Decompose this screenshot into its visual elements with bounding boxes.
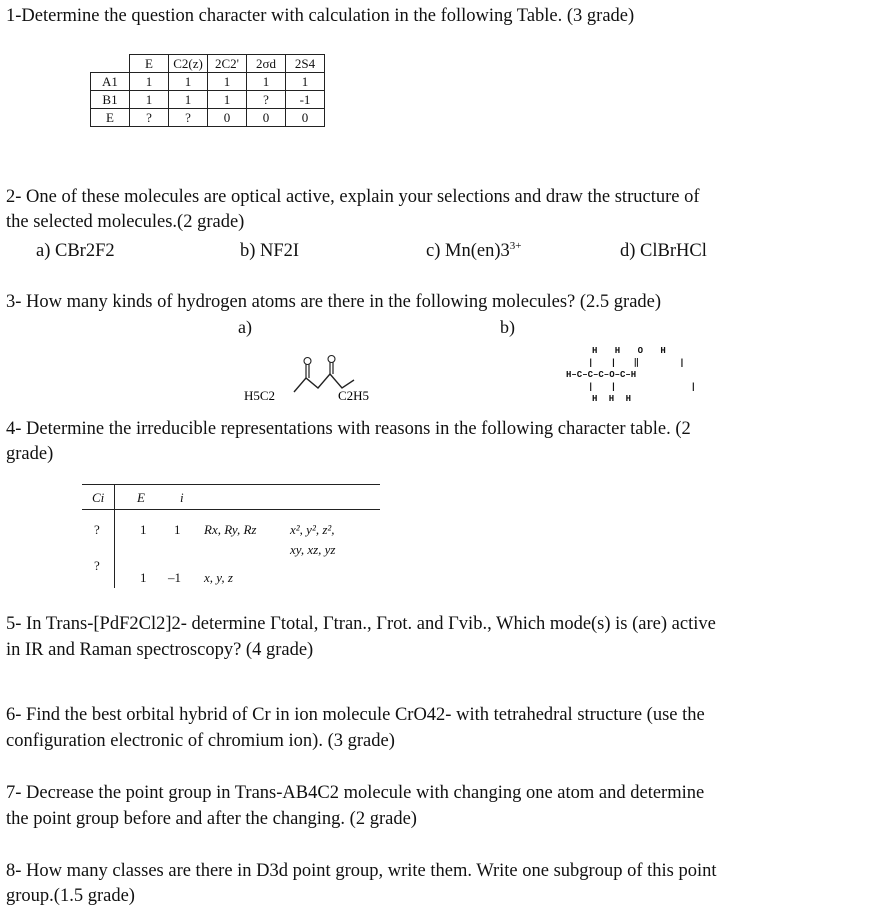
q3-label-b: b): [500, 317, 515, 337]
quadratic-functions: x², y², z²,: [290, 522, 335, 537]
table-cell: 1: [208, 91, 247, 109]
column-header: i: [180, 490, 184, 505]
table-cell: ?: [169, 109, 208, 127]
mol-b-top-bonds: | | ‖ |: [588, 358, 691, 368]
table-cell: 1: [130, 73, 169, 91]
q1-title: 1-Determine the question character with calculation in the following Table. (3 grade): [6, 6, 635, 26]
character-value: 1: [174, 522, 181, 537]
table-rule: [82, 509, 380, 510]
table-cell: 1: [169, 73, 208, 91]
table-cell: 0: [247, 109, 286, 127]
q2-option-c-text: c) Mn(en)3: [426, 241, 510, 261]
table-cell: ?: [130, 109, 169, 127]
quadratic-functions-extra: xy, xz, yz: [290, 542, 336, 557]
table-cell: A1: [91, 73, 130, 91]
q4-line2: grade): [6, 444, 54, 464]
table-header: 2S4: [286, 55, 325, 73]
table-cell: -1: [286, 91, 325, 109]
table-row: [91, 73, 325, 91]
table-row: [91, 109, 325, 127]
q2-option-c-charge: 3+: [509, 239, 522, 252]
linear-functions: x, y, z: [204, 570, 233, 585]
mol-b-bottom-row: H H H: [592, 394, 632, 404]
table-cell: 1: [286, 73, 325, 91]
table-cell: 0: [208, 109, 247, 127]
mol-a-right-group: C2H5: [338, 388, 370, 403]
q6-line1: 6- Find the best orbital hybrid of Cr in ion molecule CrO42- with tetrahedral structure (use the: [6, 705, 705, 725]
q2-option-b: b) NF2I: [240, 241, 300, 261]
q6-line2: configuration electronic of chromium ion). (3 grade): [6, 731, 395, 751]
oxygen-atom: [304, 358, 311, 365]
q8-line1: 8- How many classes are there in D3d point group, write them. Write one subgroup of this point: [6, 861, 717, 881]
mol-b-main-row: H–C–C–C–O–C–H: [566, 370, 637, 380]
diethyl-malonate-structure: [234, 352, 384, 412]
table-cell: [91, 55, 130, 73]
character-value: 1: [140, 570, 147, 585]
group-label: Ci: [92, 490, 105, 505]
oxygen-atom: [328, 356, 335, 363]
q2-line1: 2- One of these molecules are optical active, explain your selections and draw the structure of: [6, 187, 700, 207]
character-value: 1: [140, 522, 147, 537]
table-cell: 1: [130, 91, 169, 109]
table-header: 2σd: [247, 55, 286, 73]
table-rule: [82, 484, 380, 485]
mol-b-top-row: H H O H: [592, 346, 672, 356]
table-cell: ?: [247, 91, 286, 109]
table-header-row: [91, 55, 325, 73]
q7-line2: the point group before and after the changing. (2 grade): [6, 809, 417, 829]
q2-option-d: d) ClBrHCl: [620, 241, 707, 261]
rotation-functions: Rx, Ry, Rz: [204, 522, 257, 537]
character-table-d2d: [90, 54, 325, 127]
mol-a-left-group: H5C2: [244, 388, 276, 403]
table-cell: 1: [169, 91, 208, 109]
q2-option-a: a) CBr2F2: [36, 241, 115, 261]
irrep-label: ?: [94, 522, 100, 537]
table-cell: 1: [208, 73, 247, 91]
q2-line2: the selected molecules.(2 grade): [6, 212, 245, 232]
table-cell: B1: [91, 91, 130, 109]
irrep-label: ?: [94, 558, 100, 573]
q4-line1: 4- Determine the irreducible representations with reasons in the following character table. (2: [6, 419, 691, 439]
q3-title: 3- How many kinds of hydrogen atoms are there in the following molecules? (2.5 grade): [6, 292, 662, 312]
column-header: E: [137, 490, 145, 505]
q5-line2: in IR and Raman spectroscopy? (4 grade): [6, 640, 314, 660]
q3-label-a: a): [238, 317, 252, 337]
table-cell: 0: [286, 109, 325, 127]
table-header: 2C2': [208, 55, 247, 73]
table-header: C2(z): [169, 55, 208, 73]
table-divider: [114, 484, 115, 588]
table-cell: E: [91, 109, 130, 127]
methyl-acetate-structure: [566, 345, 702, 405]
table-cell: 1: [247, 73, 286, 91]
table-row: [91, 91, 325, 109]
table-header: E: [130, 55, 169, 73]
q2-option-c: [426, 241, 521, 262]
character-value: –1: [168, 570, 181, 585]
q7-line1: 7- Decrease the point group in Trans-AB4C2 molecule with changing one atom and determine: [6, 783, 705, 803]
mol-b-bottom-bonds: | | |: [588, 382, 703, 392]
q8-line2: group.(1.5 grade): [6, 886, 135, 906]
q5-line1: 5- In Trans-[PdF2Cl2]2- determine Γtotal, Γtran., Γrot. and Γvib., Which mode(s) is (are) active: [6, 614, 716, 634]
